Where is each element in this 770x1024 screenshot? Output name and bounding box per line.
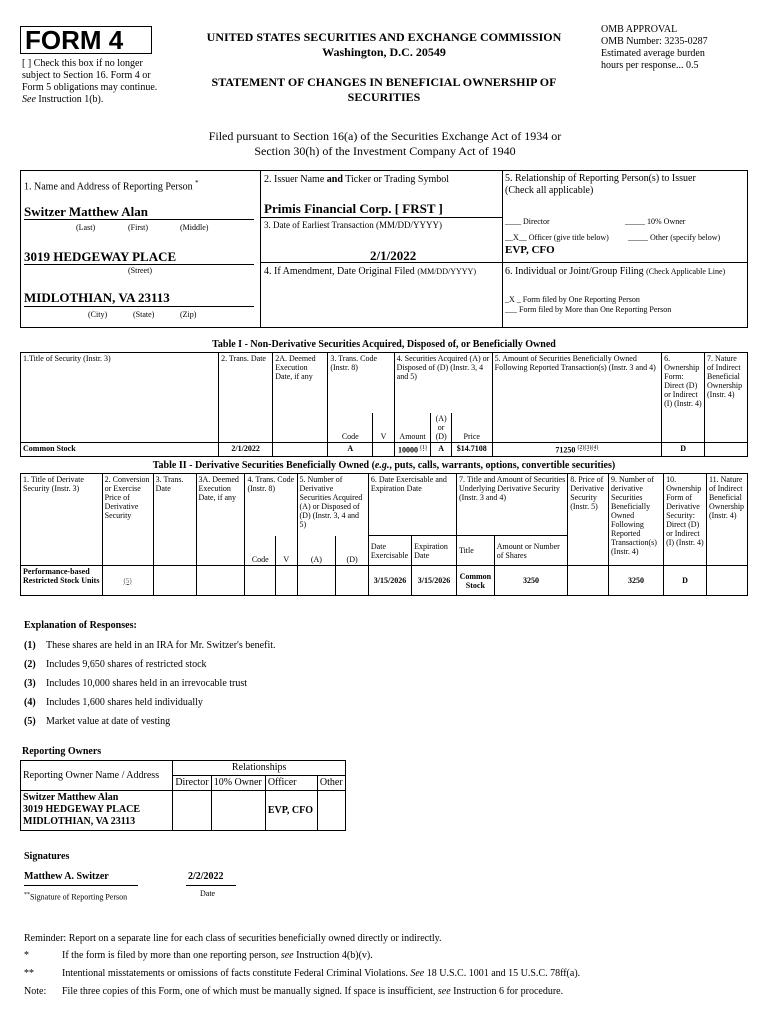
t1-h6: 6. Ownership Form: Direct (D) or Indirect (I) (Instr. 4)	[662, 353, 705, 443]
check-box-see: See	[22, 94, 36, 105]
note-mark: Note:	[24, 986, 47, 997]
signature-label-mark: **	[24, 892, 30, 898]
issuer-name: Primis Financial Corp. [ FRST ]	[264, 201, 443, 216]
middle-caption: (Middle)	[180, 223, 209, 232]
commission-location: Washington, D.C. 20549	[322, 45, 446, 59]
explanation-3	[24, 678, 247, 690]
t2-row-nature	[706, 566, 747, 596]
explanation-1-num: (1)	[24, 640, 36, 651]
t1-row-owned-value: 71250	[555, 445, 576, 455]
box1-label-text: 1. Name and Address of Reporting Person	[24, 181, 193, 193]
ro-col-name: Reporting Owner Name / Address	[21, 761, 173, 791]
dstar-note-pre: Intentional misstatements or omissions of facts constitute Federal Criminal Violations.	[62, 968, 411, 979]
t1-row-date: 2/1/2022	[219, 442, 273, 456]
explanation-3-num: (3)	[24, 678, 36, 689]
explanation-5-num: (5)	[24, 716, 36, 727]
t1-sub-aord: (A) or (D)	[431, 413, 451, 443]
ro-col-director: Director	[173, 776, 211, 791]
ro-col-officer: Officer	[265, 776, 317, 791]
omb-burden-line2: hours per response... 0.5	[601, 60, 699, 71]
box4-label-small: (MM/DD/YYYY)	[417, 267, 476, 276]
explanation-5	[24, 716, 170, 728]
t1-sub-v: V	[373, 413, 394, 443]
officer-title: EVP, CFO	[505, 244, 555, 256]
signature-date: 2/2/2022	[188, 871, 224, 882]
explanations-title: Explanation of Responses:	[24, 620, 137, 631]
t2-row-conv-footnote[interactable]: (5)	[123, 576, 132, 585]
t1-h5: 5. Amount of Securities Beneficially Owned Following Reported Transaction(s) (Instr. 3 and 4)	[492, 353, 661, 443]
t2-h7: 7. Title and Amount of Securities Underlying Derivative Security (Instr. 3 and 4)	[456, 474, 567, 536]
reminder: Reminder: Report on a separate line for each class of securities beneficially owned directly or indirectly.	[24, 933, 442, 944]
table2-row	[21, 566, 748, 596]
ro-officer-value: EVP, CFO	[265, 791, 317, 831]
table1-title: Table I - Non-Derivative Securities Acquired, Disposed of, or Beneficially Owned	[212, 339, 556, 350]
t1-sub-amount: Amount	[394, 413, 431, 443]
date-label: Date	[200, 889, 216, 898]
t2-h3a: 3A. Deemed Execution Date, if any	[196, 474, 245, 566]
box3-label: 3. Date of Earliest Transaction (MM/DD/YYYY)	[264, 220, 442, 230]
box5-label	[505, 173, 745, 197]
star-mark: *	[24, 950, 29, 961]
t1-row-aord: A	[431, 442, 451, 456]
box2-label-pre: 2. Issuer Name	[264, 174, 327, 185]
t2-row-und-amt: 3250	[494, 566, 567, 596]
last-caption: (Last)	[76, 223, 96, 232]
t2-sub-exp: Expiration Date	[412, 536, 457, 566]
reporting-owners-title: Reporting Owners	[22, 746, 102, 757]
t2-h6: 6. Date Exercisable and Expiration Date	[368, 474, 456, 536]
t2-h5: 5. Number of Derivative Securities Acquired (A) or Disposed of (D) (Instr. 3, 4 and 5)	[297, 474, 368, 536]
note-text-post: Instruction 6 for procedure.	[450, 986, 564, 997]
t1-h2a: 2A. Deemed Execution Date, if any	[273, 353, 328, 443]
street-value: 3019 HEDGEWAY PLACE	[24, 249, 177, 264]
filed-pursuant-line2: Section 30(h) of the Investment Company Act of 1940	[254, 144, 516, 158]
ro-col-ten-pct: 10% Owner	[211, 776, 265, 791]
t1-h2: 2. Trans. Date	[219, 353, 273, 443]
t1-row-nature	[705, 442, 748, 456]
ten-pct-owner-checkbox: _____ 10% Owner	[625, 217, 686, 226]
t1-sub-code: Code	[328, 413, 373, 443]
t1-row-owned	[492, 442, 661, 456]
signature-name: Matthew A. Switzer	[24, 871, 109, 882]
omb-burden-line1: Estimated average burden	[601, 48, 705, 59]
director-checkbox: ____ Director	[505, 217, 550, 226]
filed-pursuant-line1: Filed pursuant to Section 16(a) of the Securities Exchange Act of 1934 or	[208, 129, 562, 143]
t1-h4: 4. Securities Acquired (A) or Disposed of (D) (Instr. 3, 4 and 5)	[394, 353, 492, 413]
t1-h7: 7. Nature of Indirect Beneficial Ownership (Instr. 4)	[705, 353, 748, 443]
form-title: FORM 4	[25, 25, 124, 55]
first-caption: (First)	[128, 223, 148, 232]
t2-row-deemed	[196, 566, 245, 596]
statement-title-line2: SECURITIES	[347, 90, 421, 104]
explanation-4-num: (4)	[24, 697, 36, 708]
t2-h3: 3. Trans. Date	[153, 474, 196, 566]
star-note	[62, 950, 373, 962]
explanation-1-text: These shares are held in an IRA for Mr. Switzer's benefit.	[46, 640, 276, 651]
table2-title	[20, 460, 748, 472]
dstar-mark: **	[24, 968, 34, 979]
ro-owner-line2: 3019 HEDGEWAY PLACE	[23, 804, 141, 815]
t2-h2: 2. Conversion or Exercise Price of Derivative Security	[102, 474, 153, 566]
ro-col-other: Other	[317, 776, 345, 791]
t2-h10: 10. Ownership Form of Derivative Security: Direct (D) or Indirect (I) (Instr. 4)	[664, 474, 707, 566]
t1-row-price: $14.7108	[451, 442, 492, 456]
explanation-2	[24, 659, 207, 671]
statement-title-line1: STATEMENT OF CHANGES IN BENEFICIAL OWNERSHIP OF	[211, 75, 557, 89]
star-note-pre: If the form is filed by more than one reporting person,	[62, 950, 281, 961]
commission-name: UNITED STATES SECURITIES AND EXCHANGE COMMISSION	[206, 30, 562, 44]
t2-sub-d: (D)	[336, 536, 369, 566]
dstar-note-post: 18 U.S.C. 1001 and 15 U.S.C. 78ff(a).	[424, 968, 581, 979]
t1-row-owned-footnote[interactable]: (2)(3)(4)	[577, 444, 599, 451]
check-box-tail: Instruction 1(b).	[35, 94, 104, 105]
t2-h11: 11. Nature of Indirect Beneficial Ownership (Instr. 4)	[706, 474, 747, 566]
check-box-text: [ ] Check this box if no longer subject to Section 16. Form 4 or Form 5 obligations may continue.	[22, 58, 158, 93]
t2-h8: 8. Price of Derivative Security (Instr. 5)	[568, 474, 609, 566]
t2-row-exp: 3/15/2026	[412, 566, 457, 596]
t1-row-form: D	[662, 442, 705, 456]
state-caption: (State)	[133, 310, 155, 319]
t2-sub-v: V	[276, 536, 297, 566]
ro-row	[21, 791, 346, 831]
t1-row-v	[373, 442, 394, 456]
earliest-transaction-date: 2/1/2022	[370, 248, 417, 263]
zip-caption: (Zip)	[180, 310, 197, 319]
officer-checkbox: __X__ Officer (give title below)	[505, 233, 609, 242]
reporting-owners-table	[20, 760, 346, 831]
t2-row-title: Performance-based Restricted Stock Units	[21, 566, 103, 596]
t1-row-amount	[394, 442, 431, 456]
signature-label-text: Signature of Reporting Person	[30, 892, 128, 902]
t2-sub-a: (A)	[297, 536, 336, 566]
signatures-title: Signatures	[24, 851, 70, 862]
note-text-see: see	[437, 986, 451, 997]
t2-sub-amt: Amount or Number of Shares	[494, 536, 567, 566]
dstar-note	[62, 968, 580, 980]
ro-ten-pct-value	[211, 791, 265, 831]
city-value: MIDLOTHIAN, VA 23113	[24, 290, 170, 305]
note-text-pre: File three copies of this Form, one of which must be manually signed. If space is insufficient,	[62, 986, 438, 997]
check-box-note	[22, 58, 172, 106]
box6-label-text: 6. Individual or Joint/Group Filing	[505, 266, 644, 277]
street-caption: (Street)	[128, 266, 152, 275]
box4-label-text: 4. If Amendment, Date Original Filed	[264, 266, 415, 277]
star-note-see: see	[280, 950, 294, 961]
filed-by-more: ___ Form filed by More than One Reporting Person	[505, 305, 672, 314]
t2-sub-exer: Date Exercisable	[368, 536, 411, 566]
box4-label	[264, 266, 500, 278]
t2-h1: 1. Title of Derivate Security (Instr. 3)	[21, 474, 103, 566]
box5-label-line2: (Check all applicable)	[505, 185, 594, 196]
table2	[20, 473, 748, 596]
t2-row-exer: 3/15/2026	[368, 566, 411, 596]
t1-row-amount-footnote[interactable]: (1)	[420, 444, 428, 451]
t2-row-v	[276, 566, 297, 596]
t2-row-und-title: Common Stock	[456, 566, 494, 596]
t2-h9: 9. Number of derivative Securities Beneficially Owned Following Reported Transaction(s) (Instr. 4)	[609, 474, 664, 566]
explanation-5-text: Market value at date of vesting	[46, 716, 171, 727]
reporting-person-name: Switzer Matthew Alan	[24, 204, 148, 219]
omb-box	[601, 24, 761, 72]
t2-row-conv	[102, 566, 153, 596]
t2-sub-code: Code	[245, 536, 276, 566]
ro-owner	[21, 791, 173, 831]
t1-h1: 1.Title of Security (Instr. 3)	[21, 353, 219, 443]
t2-row-price	[568, 566, 609, 596]
box5-label-line1: 5. Relationship of Reporting Person(s) to Issuer	[505, 173, 696, 184]
box2-label-and: and	[326, 174, 343, 185]
t1-row-amount-value: 10000	[398, 445, 419, 455]
explanation-2-text: Includes 9,650 shares of restricted stock	[46, 659, 207, 670]
box1-label-mark: *	[195, 179, 199, 187]
t1-row-deemed	[273, 442, 328, 456]
t1-row-code: A	[328, 442, 373, 456]
star-note-post: Instruction 4(b)(v).	[293, 950, 373, 961]
ro-owner-line3: MIDLOTHIAN, VA 23113	[23, 816, 136, 827]
t2-row-owned: 3250	[609, 566, 664, 596]
box2-label-post: Ticker or Trading Symbol	[342, 174, 450, 185]
ro-relationships: Relationships	[173, 761, 346, 776]
note-text	[62, 986, 563, 998]
table2-title-eg: e.g.	[374, 460, 390, 471]
form-title-box	[20, 26, 152, 54]
t2-row-date	[153, 566, 196, 596]
city-caption: (City)	[88, 310, 108, 319]
ro-owner-line1: Switzer Matthew Alan	[23, 792, 119, 803]
t2-row-a	[297, 566, 336, 596]
other-checkbox: _____ Other (specify below)	[628, 233, 721, 242]
filed-by-one: _X _ Form filed by One Reporting Person	[505, 295, 640, 304]
box1-label	[24, 177, 258, 193]
explanation-4	[24, 697, 203, 709]
t1-row-title: Common Stock	[21, 442, 219, 456]
t2-sub-title: Title	[456, 536, 494, 566]
ro-director-value	[173, 791, 211, 831]
table1-row	[21, 442, 748, 456]
t1-h3: 3. Trans. Code (Instr. 8)	[328, 353, 394, 413]
dstar-note-see: See	[410, 968, 425, 979]
t2-row-code	[245, 566, 276, 596]
explanation-4-text: Includes 1,600 shares held individually	[46, 697, 203, 708]
explanation-1	[24, 640, 276, 652]
t1-sub-price: Price	[451, 413, 492, 443]
signature-label	[24, 891, 127, 902]
table2-title-post: , puts, calls, warrants, options, convertible securities)	[389, 460, 616, 471]
box2-label	[264, 174, 500, 186]
table2-title-pre: Table II - Derivative Securities Beneficially Owned (	[152, 460, 375, 471]
table1	[20, 352, 748, 457]
box6-label-small: (Check Applicable Line)	[646, 267, 726, 276]
omb-approval: OMB APPROVAL	[601, 24, 678, 35]
t2-row-d	[336, 566, 369, 596]
t2-row-form: D	[664, 566, 707, 596]
omb-number: OMB Number: 3235-0287	[601, 36, 708, 47]
box6-label	[505, 266, 750, 278]
ro-other-value	[317, 791, 345, 831]
explanation-3-text: Includes 10,000 shares held in an irrevocable trust	[46, 678, 248, 689]
t2-h4: 4. Trans. Code (Instr. 8)	[245, 474, 297, 536]
explanation-2-num: (2)	[24, 659, 36, 670]
